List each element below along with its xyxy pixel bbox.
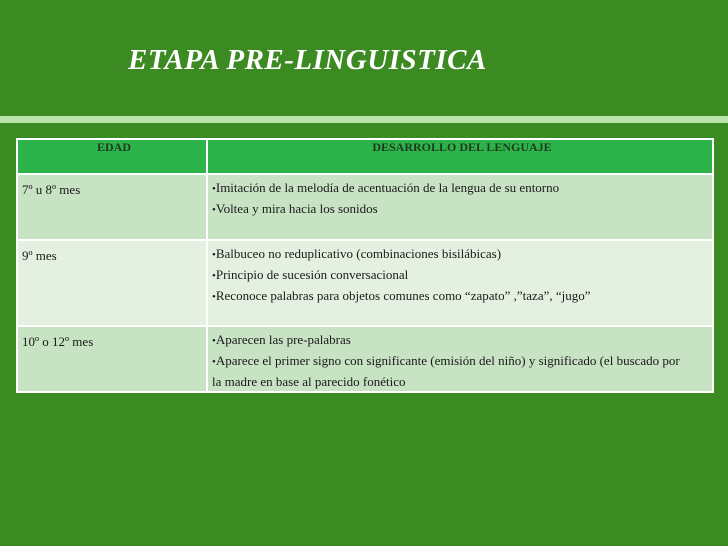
development-list [212, 241, 712, 307]
bullet-icon: • [212, 183, 216, 195]
development-list [212, 327, 712, 391]
development-cell [207, 174, 713, 240]
age-label: 9º mes [22, 248, 57, 263]
bullet-icon: • [212, 204, 216, 216]
development-cell [207, 326, 713, 392]
header-edad: EDAD [17, 139, 207, 174]
list-item [212, 178, 712, 199]
bullet-icon: • [212, 249, 216, 261]
bullet-icon: • [212, 270, 216, 282]
age-label: 10º o 12º mes [22, 334, 94, 349]
development-list [212, 175, 712, 220]
item-text: Imitación de la melodía de acentuación de la lengua de su entorno [215, 180, 560, 195]
item-text: Aparece el primer signo con significante (emisión del niño) y significado (el buscado por la madre en base al parecido fonético [212, 353, 680, 389]
list-item [212, 199, 712, 220]
bullet-icon: • [212, 356, 216, 368]
bullet-icon: • [212, 335, 216, 347]
item-text: Voltea y mira hacia los sonidos [215, 201, 378, 216]
slide-title: ETAPA PRE-LINGUISTICA [128, 44, 487, 76]
age-cell [17, 240, 207, 326]
item-text: Reconoce palabras para objetos comunes como “zapato” ,”taza”, “jugo” [215, 288, 591, 303]
list-item [212, 244, 712, 265]
item-text: Principio de sucesión conversacional [215, 267, 409, 282]
table-row [17, 240, 713, 326]
development-cell [207, 240, 713, 326]
title-divider [0, 116, 728, 123]
table-row [17, 174, 713, 240]
header-desarrollo: DESARROLLO DEL LENGUAJE [207, 139, 713, 174]
list-item [212, 351, 712, 391]
list-item [212, 286, 712, 307]
age-cell [17, 174, 207, 240]
age-cell [17, 326, 207, 392]
item-text: Aparecen las pre-palabras [215, 332, 351, 347]
table-header-row [17, 139, 713, 174]
list-item [212, 330, 712, 351]
bullet-icon: • [212, 291, 216, 303]
item-text: Balbuceo no reduplicativo (combinaciones bisilábicas) [215, 246, 502, 261]
development-table [16, 138, 714, 393]
list-item [212, 265, 712, 286]
table-row [17, 326, 713, 392]
age-label: 7º u 8º mes [22, 182, 81, 197]
